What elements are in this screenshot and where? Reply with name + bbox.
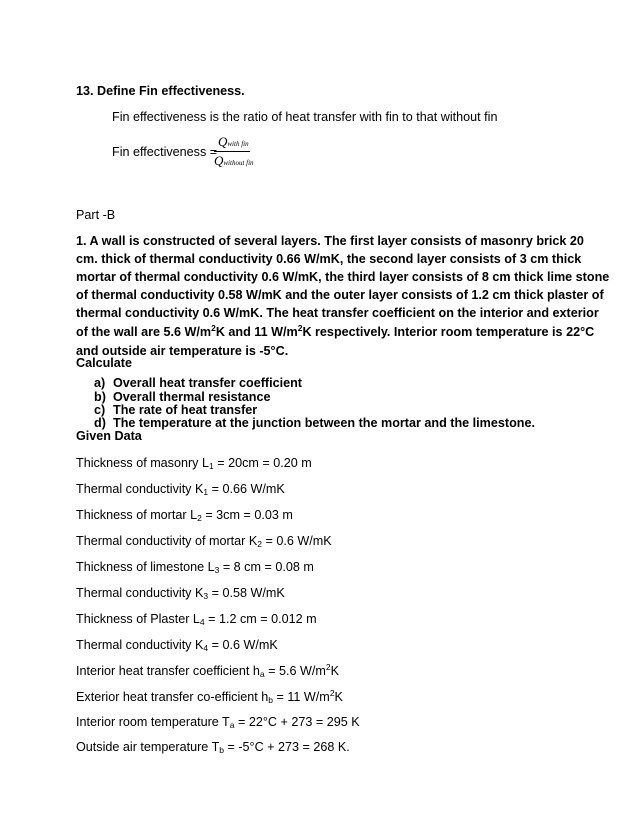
subscript: 3: [214, 565, 220, 575]
subscript: 1: [209, 461, 214, 471]
given-row: [76, 508, 293, 523]
given-value: = 0.6 W/mK: [262, 534, 332, 548]
given-label: Exterior heat transfer co-efficient h: [76, 690, 269, 704]
fraction-denominator: [214, 152, 254, 170]
problem-line-7: and outside air temperature is -5°C.: [76, 344, 289, 358]
subscript: 4: [203, 643, 209, 653]
list-item-text: Overall thermal resistance: [113, 390, 271, 404]
given-row: [76, 638, 278, 653]
problem-line-3: mortar of thermal conductivity 0.6 W/mK, the third layer consists of 8 cm thick lime stone: [76, 270, 610, 284]
list-marker: d): [94, 416, 106, 430]
given-value: = 0.6 W/mK: [208, 638, 278, 652]
given-label: Thermal conductivity K: [76, 586, 204, 600]
given-data-heading: Given Data: [76, 429, 142, 443]
given-unit: K: [330, 664, 340, 678]
problem-line-6: [76, 325, 594, 340]
problem-line-6-b: K and 11 W/m: [215, 325, 298, 339]
given-row: [76, 586, 285, 601]
problem-line-6-c: K respectively. Interior room temperature is 22°C: [302, 325, 595, 339]
subscript: 2: [197, 513, 202, 523]
list-item-text: Overall heat transfer coefficient: [113, 376, 302, 390]
superscript: 2: [297, 323, 303, 333]
given-label: Thermal conductivity K: [76, 638, 204, 652]
given-label: Interior heat transfer coefficient h: [76, 664, 260, 678]
formula-label: Fin effectiveness =: [112, 145, 218, 159]
list-marker: a): [94, 376, 106, 390]
subscript: a: [259, 669, 265, 679]
given-value: = 3cm = 0.03 m: [201, 508, 293, 522]
fraction-numerator: [218, 133, 249, 151]
list-marker: c): [94, 403, 106, 417]
given-row: [76, 534, 332, 549]
superscript: 2: [211, 323, 216, 333]
list-item: [94, 376, 302, 391]
numerator-symbol: Q: [218, 134, 228, 149]
given-value: = 20cm = 0.20 m: [213, 456, 312, 470]
given-value: = 0.66 W/mK: [208, 482, 285, 496]
given-unit: K: [334, 690, 343, 704]
list-item-text: The temperature at the junction between the mortar and the limestone.: [113, 416, 535, 430]
problem-line-2: cm. thick of thermal conductivity 0.66 W/mK, the second layer consists of 3 cm thick: [76, 252, 582, 266]
problem-line-6-a: of the wall are 5.6 W/m: [76, 325, 212, 339]
given-value: = 11 W/m: [273, 690, 330, 704]
list-item-text: The rate of heat transfer: [113, 403, 258, 417]
q13-definition: Fin effectiveness is the ratio of heat transfer with fin to that without fin: [112, 110, 498, 124]
denominator-subscript: without fin: [223, 159, 254, 167]
problem-line-1: 1. A wall is constructed of several layers. The first layer consists of masonry brick 20: [76, 234, 584, 248]
given-row: [76, 715, 360, 730]
given-row: [76, 690, 343, 705]
given-label: Thickness of mortar L: [76, 508, 198, 522]
given-row: [76, 482, 285, 497]
given-label: Thickness of limestone L: [76, 560, 215, 574]
given-value: = -5°C + 273 = 268 K.: [224, 740, 350, 754]
list-marker: b): [94, 390, 106, 404]
given-value: = 0.58 W/mK: [208, 586, 285, 600]
subscript: 2: [257, 539, 263, 549]
given-row: [76, 560, 314, 575]
calculate-heading: Calculate: [76, 356, 132, 370]
superscript: 2: [325, 662, 331, 672]
given-value: = 22°C + 273 = 295 K: [234, 715, 360, 729]
given-row: [76, 612, 317, 627]
given-label: Thickness of masonry L: [76, 456, 209, 470]
given-value: = 1.2 cm = 0.012 m: [204, 612, 317, 626]
given-label: Interior room temperature T: [76, 715, 230, 729]
given-label: Thickness of Plaster L: [76, 612, 200, 626]
given-label: Thermal conductivity of mortar K: [76, 534, 258, 548]
problem-line-5: thermal conductivity 0.6 W/mK. The heat transfer coefficient on the interior and exterior: [76, 306, 599, 320]
numerator-subscript: with fin: [227, 140, 249, 148]
q13-heading: 13. Define Fin effectiveness.: [76, 84, 245, 98]
given-value: = 5.6 W/m: [264, 664, 326, 678]
problem-line-4: of thermal conductivity 0.58 W/mK and the outer layer consists of 1.2 cm thick plaster of: [76, 288, 604, 302]
superscript: 2: [329, 688, 335, 698]
subscript: b: [219, 745, 224, 755]
given-label: Outside air temperature T: [76, 740, 220, 754]
subscript: b: [268, 695, 273, 705]
given-row: [76, 456, 312, 471]
subscript: 4: [199, 617, 205, 627]
subscript: 1: [203, 487, 209, 497]
given-row: [76, 664, 339, 679]
given-label: Thermal conductivity K: [76, 482, 204, 496]
given-row: [76, 740, 350, 755]
denominator-symbol: Q: [214, 153, 224, 168]
given-value: = 8 cm = 0.08 m: [219, 560, 314, 574]
subscript: a: [229, 720, 235, 730]
subscript: 3: [203, 591, 209, 601]
part-b-label: Part -B: [76, 208, 116, 222]
